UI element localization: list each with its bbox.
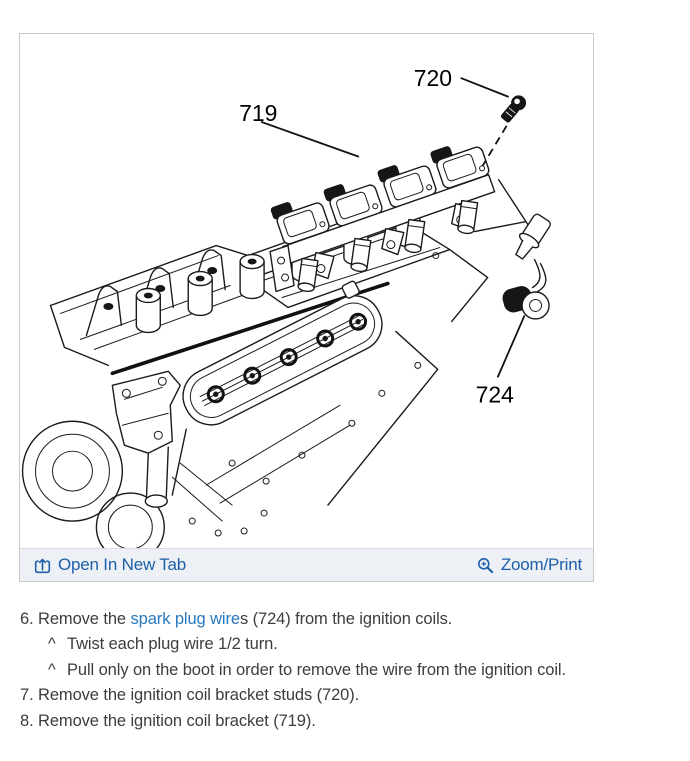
zoom-print-label: Zoom/Print: [500, 555, 582, 574]
instruction-step-8: [20, 709, 670, 734]
figure-panel: [19, 33, 594, 582]
step6-suffix: s (724) from the ignition coils.: [239, 610, 453, 628]
instruction-step-7: [20, 683, 670, 708]
open-in-new-tab-link[interactable]: [34, 555, 186, 575]
step8-text: 8. Remove the ignition coil bracket (719).: [20, 711, 316, 730]
sub-bullet: ^: [48, 660, 56, 679]
callout-724: 724: [475, 381, 514, 408]
spark-plug-wire: [475, 180, 553, 319]
instruction-step-6: [20, 607, 670, 632]
open-in-new-tab-icon: [34, 557, 51, 574]
instruction-sub-pull: [20, 658, 670, 683]
step6-prefix: 6. Remove the: [20, 610, 131, 628]
magnifier-plus-icon: [477, 557, 494, 574]
sub1-text: Twist each plug wire 1/2 turn.: [67, 635, 278, 654]
zoom-print-link[interactable]: [477, 555, 582, 575]
engine-diagram: [20, 34, 593, 548]
instructions: [20, 607, 670, 734]
sub-bullet: ^: [48, 635, 56, 654]
callout-720: 720: [413, 64, 453, 91]
callout-719: 719: [239, 99, 278, 126]
open-in-new-tab-label: Open In New Tab: [58, 555, 187, 574]
step7-text: 7. Remove the ignition coil bracket studs (720).: [20, 686, 360, 705]
instruction-sub-twist: [20, 632, 670, 657]
spark-plug-wire-link[interactable]: spark plug wire: [130, 610, 240, 628]
figure-footer: [20, 548, 593, 581]
bracket-stud: [483, 96, 526, 166]
sub2-text: Pull only on the boot in order to remove the wire from the ignition coil.: [67, 660, 566, 679]
